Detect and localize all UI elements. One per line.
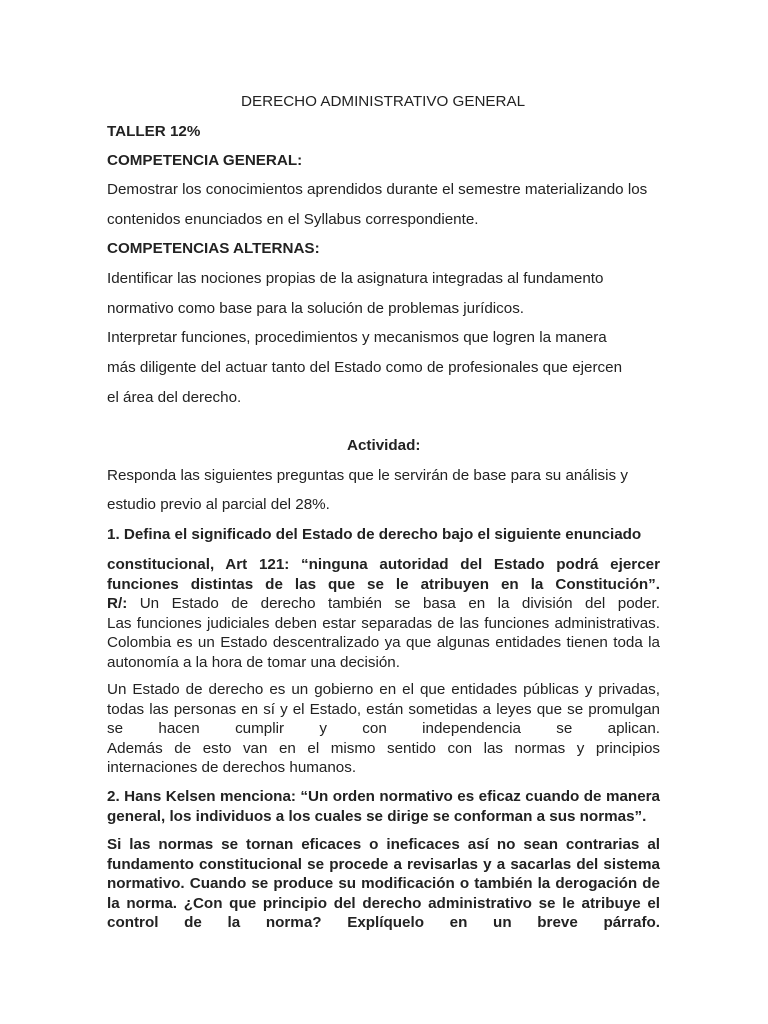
answer-1-line: autonomía a la hora de tomar una decisión.	[107, 653, 400, 671]
question-1-block	[107, 555, 660, 672]
question-2-block	[107, 787, 660, 826]
actividad-intro-line: Responda las siguientes preguntas que le servirán de base para su análisis y	[107, 467, 628, 484]
competencia-alterna-line: el área del derecho.	[107, 389, 242, 406]
competencia-general-line: contenidos enunciados en el Syllabus correspondiente.	[107, 211, 479, 228]
question-2-line: 2. Hans Kelsen menciona: “Un orden normativo es eficaz cuando de manera	[107, 788, 660, 805]
answer-1-line: Colombia es un Estado descentralizado ya que algunas entidades tienen toda la	[107, 634, 660, 651]
question-1-bold-line: funciones distintas de las que se le atribuyen en la Constitución”.	[107, 575, 660, 593]
question-2-prompt-line: la norma. ¿Con que principio del derecho administrativo se le atribuye el	[107, 894, 660, 912]
question-2-prompt-line: control de la norma? Explíquelo en un breve párrafo.	[107, 914, 660, 931]
taller-heading: TALLER 12%	[107, 123, 201, 140]
question-2-line: general, los individuos a los cuales se dirige se conforman a sus normas”.	[107, 807, 647, 825]
answer-1-p2-line: internaciones de derechos humanos.	[107, 759, 357, 776]
actividad-heading: Actividad:	[347, 437, 421, 454]
competencia-general-line: Demostrar los conocimientos aprendidos durante el semestre materializando los	[107, 181, 648, 198]
question-1-line: 1. Defina el significado del Estado de derecho bajo el siguiente enunciado	[107, 526, 642, 543]
answer-1-p2-line: Además de esto van en el mismo sentido con las normas y principios	[107, 739, 660, 757]
document-title: DERECHO ADMINISTRATIVO GENERAL	[241, 93, 526, 110]
answer-1-line: Las funciones judiciales deben estar separadas de las funciones administrativas.	[107, 614, 660, 632]
question-2-prompt-line: normativo. Cuando se produce su modificación o también la derogación de	[107, 875, 660, 892]
answer-1-p2-line: se hacen cumplir y con independencia se aplican.	[107, 720, 660, 737]
competencia-alterna-line: normativo como base para la solución de problemas jurídicos.	[107, 300, 525, 317]
answer-1-p2-line: Un Estado de derecho es un gobierno en el que entidades públicas y privadas,	[107, 681, 660, 698]
competencia-alterna-item: Identificar las nociones propias de la asignatura integradas al fundamento	[107, 270, 604, 287]
actividad-intro-line: estudio previo al parcial del 28%.	[107, 496, 330, 513]
competencia-general-heading: COMPETENCIA GENERAL:	[107, 152, 303, 169]
question-2-prompt-line: fundamento constitucional se procede a revisarlas y a sacarlas del sistema	[107, 855, 660, 873]
answer-1-p2-line: todas las personas en sí y el Estado, están sometidas a leyes que se promulgan	[107, 700, 660, 718]
question-1-bold-line: constitucional, Art 121: “ninguna autoridad del Estado podrá ejercer	[107, 556, 660, 573]
answer-label: R/:	[107, 595, 128, 612]
competencia-alterna-item: Interpretar funciones, procedimientos y mecanismos que logren la manera	[107, 329, 607, 346]
question-2-prompt	[107, 835, 660, 933]
answer-1-first-line: R/: Un Estado de derecho también se basa en la división del poder.	[107, 595, 660, 612]
competencia-alterna-line: más diligente del actuar tanto del Estado como de profesionales que ejercen	[107, 359, 623, 376]
answer-1-paragraph-2	[107, 680, 660, 778]
question-2-prompt-line: Si las normas se tornan eficaces o ineficaces así no sean contrarias al	[107, 836, 660, 853]
competencias-alternas-heading: COMPETENCIAS ALTERNAS:	[107, 240, 320, 257]
